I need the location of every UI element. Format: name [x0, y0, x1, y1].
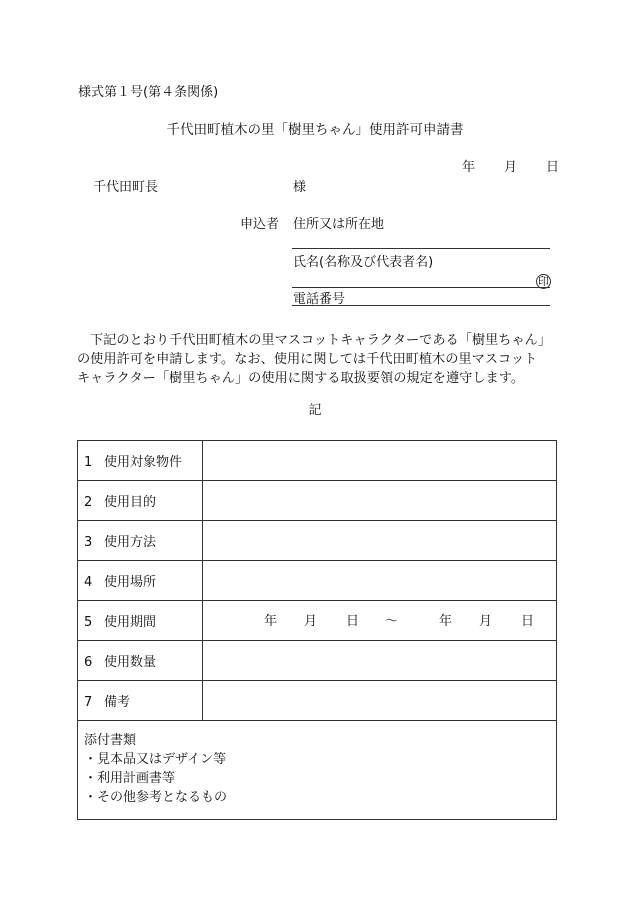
- address-label: 住所又は所在地: [293, 217, 385, 232]
- object-value-cell[interactable]: [203, 441, 557, 481]
- row-label-cell: [78, 561, 203, 601]
- attachment-item: ・その他参考となるもの: [84, 790, 228, 805]
- place-value-cell[interactable]: [203, 561, 557, 601]
- period-value-cell[interactable]: [203, 601, 557, 641]
- addressee-honorific: 様: [293, 180, 307, 195]
- row-number: 1: [84, 455, 93, 470]
- row-label-cell: [78, 521, 203, 561]
- period-end-year: 年: [439, 614, 453, 629]
- row-label-cell: [78, 641, 203, 681]
- table-row: [78, 441, 557, 481]
- body-line-3: キャラクター「樹里ちゃん」の使用に関する取扱要領の規定を遵守します。: [77, 371, 525, 386]
- attachments-row: [78, 721, 557, 820]
- attachment-item: ・見本品又はデザイン等: [84, 752, 227, 767]
- row-number: 3: [84, 535, 93, 550]
- name-underline[interactable]: [292, 287, 550, 288]
- table-row: [78, 521, 557, 561]
- period-start-month: 月: [304, 614, 318, 629]
- row-label: 使用対象物件: [104, 455, 183, 470]
- name-label: 氏名(名称及び代表者名): [293, 255, 434, 270]
- attachments-heading: 添付書類: [84, 733, 137, 748]
- period-start-day: 日: [346, 614, 360, 629]
- row-label-cell: [78, 681, 203, 721]
- table-row: [78, 561, 557, 601]
- table-row: [78, 481, 557, 521]
- period-end-month: 月: [479, 614, 493, 629]
- date-year-label: 年: [462, 160, 476, 175]
- row-label: 使用方法: [104, 535, 157, 550]
- row-label: 使用期間: [104, 615, 157, 630]
- applicant-label: 申込者: [240, 217, 280, 232]
- attachment-item: ・利用計画書等: [84, 771, 176, 786]
- remarks-value-cell[interactable]: [203, 681, 557, 721]
- body-text: [77, 331, 562, 388]
- date-day-label: 日: [546, 160, 560, 175]
- row-number: 6: [84, 655, 93, 670]
- form-number: 様式第１号(第４条関係): [78, 85, 219, 100]
- phone-label: 電話番号: [293, 292, 346, 307]
- method-value-cell[interactable]: [203, 521, 557, 561]
- phone-underline[interactable]: [292, 305, 550, 306]
- period-start-year: 年: [264, 614, 278, 629]
- row-label: 使用目的: [104, 495, 157, 510]
- attachments-cell: [78, 721, 557, 820]
- body-line-1: 下記のとおり千代田町植木の里マスコットキャラクターである「樹里ちゃん」: [90, 333, 552, 348]
- period-end-day: 日: [521, 614, 535, 629]
- row-label: 使用場所: [104, 575, 157, 590]
- period-separator: ～: [385, 614, 399, 629]
- row-number: 5: [84, 615, 93, 630]
- body-line-2: の使用許可を申請します。なお、使用に関しては千代田町植木の里マスコット: [77, 352, 538, 367]
- row-number: 7: [84, 695, 93, 710]
- table-row: [78, 601, 557, 641]
- addressee-name: 千代田町長: [93, 180, 159, 195]
- row-number: 2: [84, 495, 93, 510]
- item-table: [77, 440, 557, 820]
- row-label-cell: [78, 441, 203, 481]
- row-label: 使用数量: [104, 655, 157, 670]
- row-label: 備考: [104, 695, 131, 710]
- purpose-value-cell[interactable]: [203, 481, 557, 521]
- row-label-cell: [78, 481, 203, 521]
- row-label-cell: [78, 601, 203, 641]
- date-month-label: 月: [504, 160, 518, 175]
- table-row: [78, 681, 557, 721]
- table-row: [78, 641, 557, 681]
- document-title: 千代田町植木の里「樹里ちゃん」使用許可申請書: [166, 122, 464, 138]
- quantity-value-cell[interactable]: [203, 641, 557, 681]
- row-number: 4: [84, 575, 93, 590]
- ki-mark: 記: [308, 403, 322, 418]
- seal-icon: 印: [538, 275, 549, 288]
- address-underline[interactable]: [292, 248, 550, 249]
